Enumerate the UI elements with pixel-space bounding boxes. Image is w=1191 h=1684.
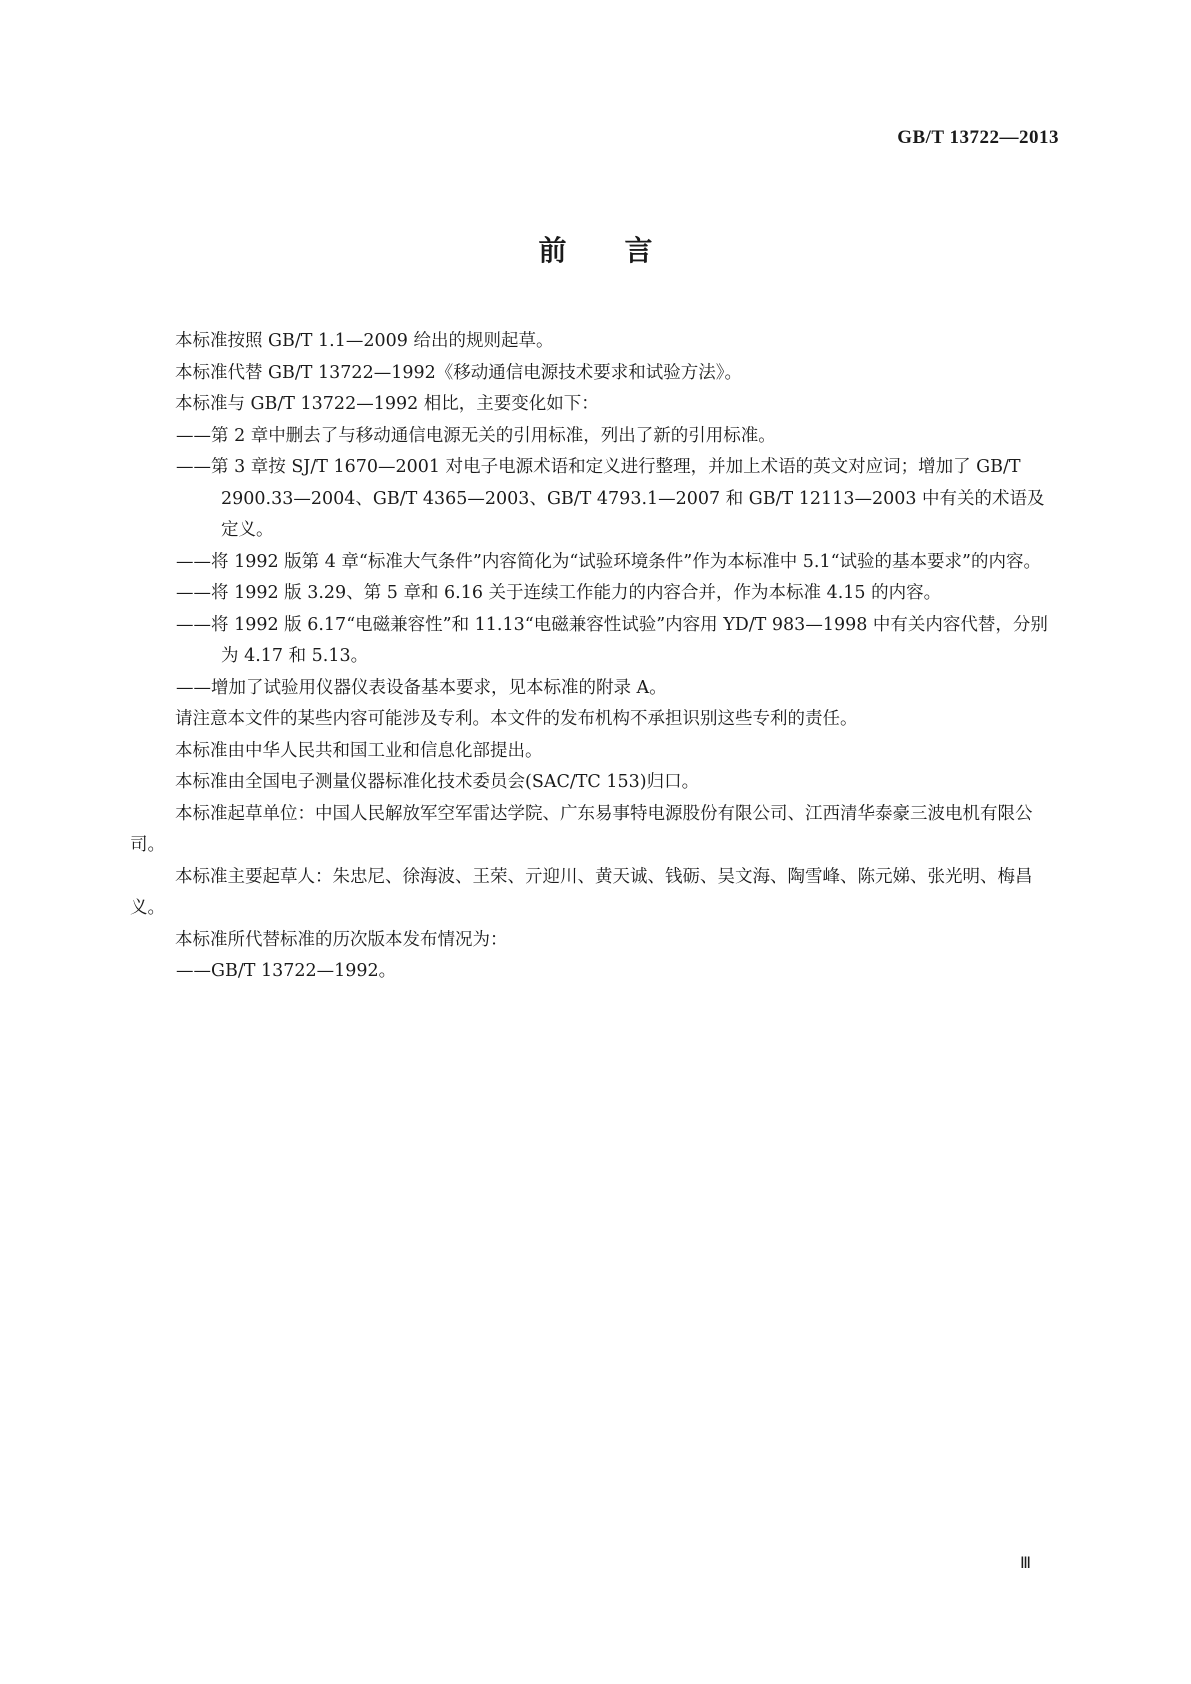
- paragraph-drafting-units: 本标准起草单位：中国人民解放军空军雷达学院、广东易事特电源股份有限公司、江西清华泰豪三波电机有限公司。: [130, 803, 1033, 855]
- change-item-emc: ——将 1992 版 6.17“电磁兼容性”和 11.13“电磁兼容性试验”内容用 YD/T 983—1998 中有关内容代替，分别为 4.17 和 5.13。: [176, 614, 1048, 666]
- paragraph-proposer: 本标准由中华人民共和国工业和信息化部提出。: [175, 740, 543, 761]
- page-number: Ⅲ: [1019, 1555, 1031, 1572]
- paragraph-patent-notice: 请注意本文件的某些内容可能涉及专利。本文件的发布机构不承担识别这些专利的责任。: [175, 709, 858, 729]
- change-item-continuous-operation: ——将 1992 版 3.29、第 5 章和 6.16 关于连续工作能力的内容合并，作为本标准 4.15 的内容。: [176, 583, 942, 603]
- change-item-annex-a: ——增加了试验用仪器仪表设备基本要求，见本标准的附录 A。: [176, 677, 667, 698]
- foreword-body: [130, 326, 1060, 988]
- paragraph-technical-committee: 本标准由全国电子测量仪器标准化技术委员会(SAC/TC 153)归口。: [175, 772, 700, 792]
- change-item-chapter4: ——将 1992 版第 4 章“标准大气条件”内容简化为“试验环境条件”作为本标准中 5.1“试验的基本要求”的内容。: [176, 551, 1041, 572]
- change-item-chapter3: ——第 3 章按 SJ/T 1670—2001 对电子电源术语和定义进行整理，并加上术语的英文对应词；增加了 GB/T 2900.33—2004、GB/T 4365—2003、GB/T 4793.1—2007 和 GB/T 12113—2003 中有关的术语及定义。: [176, 457, 1045, 540]
- paragraph-replaces: 本标准代替 GB/T 13722—1992《移动通信电源技术要求和试验方法》。: [175, 362, 742, 383]
- page-title: 前言: [538, 234, 711, 267]
- standard-code: GB/T 13722—2013: [897, 127, 1059, 148]
- change-item-chapter2: ——第 2 章中删去了与移动通信电源无关的引用标准，列出了新的引用标准。: [176, 425, 776, 446]
- paragraph-version-history: 本标准所代替标准的历次版本发布情况为：: [175, 929, 508, 950]
- version-history-item: ——GB/T 13722—1992。: [176, 961, 397, 981]
- paragraph-changes-intro: 本标准与 GB/T 13722—1992 相比，主要变化如下：: [175, 394, 599, 414]
- paragraph-drafters: 本标准主要起草人：朱忠尼、徐海波、王荣、亓迎川、黄天诚、钱砺、吴文海、陶雪峰、陈元娣、张光明、梅昌义。: [130, 866, 1033, 918]
- paragraph-drafting-rules: 本标准按照 GB/T 1.1—2009 给出的规则起草。: [175, 331, 554, 351]
